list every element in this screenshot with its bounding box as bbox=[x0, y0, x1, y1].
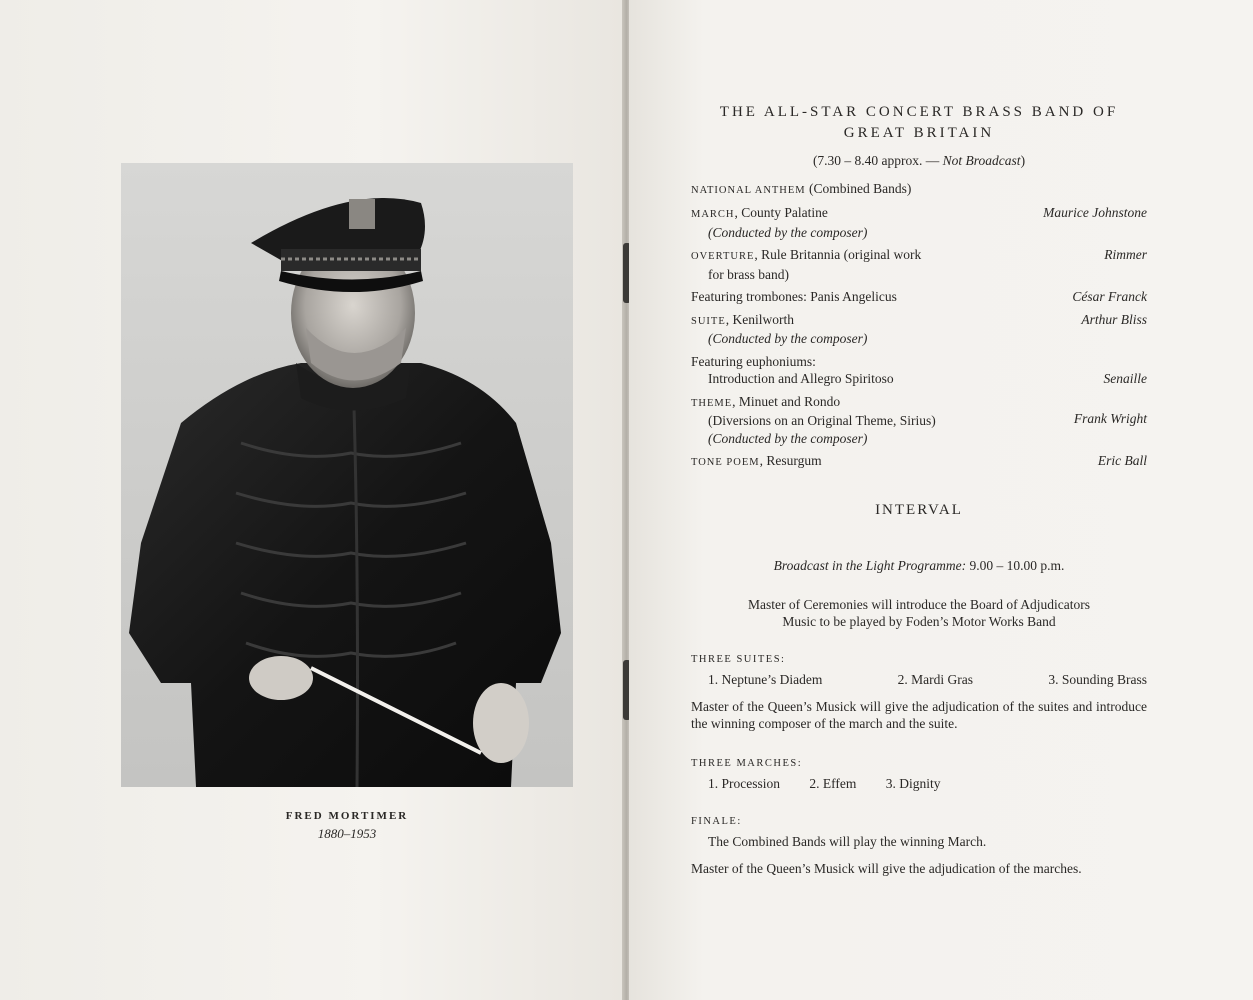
program-title-line2: GREAT BRITAIN bbox=[843, 125, 995, 141]
timing-plain: (7.30 – 8.40 approx. — bbox=[812, 153, 943, 168]
program-entry bbox=[691, 204, 1147, 241]
entry-text: Featuring trombones: Panis Angelicus bbox=[691, 289, 897, 304]
broadcast-italic: Broadcast in the Light Programme: bbox=[773, 558, 967, 573]
interval-heading: INTERVAL bbox=[875, 501, 963, 518]
finale-heading: FINALE: bbox=[691, 815, 742, 827]
suites-adjudication: Master of the Queen’s Musick will give the adjudication of the suites and introduce the winning composer of the march and the suite. bbox=[691, 698, 1147, 731]
entry-tag: NATIONAL ANTHEM bbox=[691, 184, 806, 196]
entry-tag: THEME bbox=[691, 397, 733, 409]
marches-list bbox=[691, 775, 1147, 793]
program-entry bbox=[691, 180, 1147, 200]
marches-heading: THREE MARCHES: bbox=[691, 757, 803, 769]
entry-text: , County Palatine bbox=[734, 205, 828, 220]
entry-tag: OVERTURE bbox=[691, 251, 755, 262]
entry-note: Introduction and Allegro Spiritoso bbox=[708, 371, 894, 386]
broadcast-info bbox=[691, 557, 1147, 575]
march-item: 1. Procession bbox=[708, 776, 780, 791]
suites-heading: THREE SUITES: bbox=[691, 653, 786, 665]
entry-tag: TONE POEM bbox=[691, 457, 760, 468]
broadcast-plain: 9.00 – 10.00 p.m. bbox=[966, 558, 1065, 573]
marches-adjudication: Master of the Queen’s Musick will give the adjudication of the marches. bbox=[691, 860, 1082, 876]
entry-note-2: (Conducted by the composer) bbox=[708, 430, 868, 446]
entry-composer: Arthur Bliss bbox=[1081, 311, 1147, 327]
program-entry bbox=[691, 311, 1147, 348]
mc-line-2: Music to be played by Foden’s Motor Works Band bbox=[782, 614, 1056, 629]
portrait-caption-dates: 1880–1953 bbox=[317, 826, 377, 841]
left-page bbox=[0, 0, 624, 1000]
portrait-caption-name: FRED MORTIMER bbox=[285, 810, 409, 822]
mc-line-1: Master of Ceremonies will introduce the Board of Adjudicators bbox=[748, 596, 1090, 612]
entry-note: (Conducted by the composer) bbox=[708, 224, 868, 240]
entry-tag: SUITE bbox=[691, 315, 726, 327]
timing-italic: Not Broadcast bbox=[942, 153, 1021, 168]
timing-close: ) bbox=[1020, 153, 1026, 168]
program-title-line1: THE ALL-STAR CONCERT BRASS BAND OF bbox=[719, 104, 1119, 120]
suite-item: 1. Neptune’s Diadem bbox=[708, 672, 823, 687]
program-entry bbox=[691, 246, 1147, 283]
concert-program bbox=[691, 102, 1147, 877]
program-entry bbox=[691, 452, 1147, 472]
entry-composer: Senaille bbox=[1103, 371, 1147, 386]
entry-tag: MARCH bbox=[691, 209, 735, 220]
entry-composer: César Franck bbox=[1072, 289, 1147, 304]
entry-text: , Resurgum bbox=[759, 453, 822, 468]
march-item: 3. Dignity bbox=[885, 776, 941, 791]
program-entry bbox=[691, 288, 1147, 306]
suite-item: 3. Sounding Brass bbox=[1048, 672, 1147, 687]
march-item: 2. Effem bbox=[809, 776, 857, 791]
entry-composer: Rimmer bbox=[1104, 247, 1147, 262]
entry-note: for brass band) bbox=[708, 266, 789, 282]
program-entry bbox=[691, 353, 1147, 388]
conductor-figure bbox=[121, 163, 573, 787]
entry-text: (Combined Bands) bbox=[805, 180, 912, 196]
conductor-portrait bbox=[121, 163, 573, 787]
entry-text: , Minuet and Rondo bbox=[732, 393, 841, 409]
entry-text: Featuring euphoniums: bbox=[691, 353, 816, 369]
entry-text: , Kenilworth bbox=[725, 311, 794, 327]
suites-list bbox=[691, 671, 1147, 689]
program-entry bbox=[691, 393, 1147, 448]
entry-composer: Frank Wright bbox=[1073, 410, 1147, 426]
program-title bbox=[691, 102, 1147, 144]
entry-note: (Diversions on an Original Theme, Sirius) bbox=[708, 413, 936, 428]
entry-composer: Maurice Johnstone bbox=[1043, 205, 1147, 220]
entry-note: (Conducted by the composer) bbox=[708, 331, 868, 346]
entry-text: , Rule Britannia (original work bbox=[754, 247, 922, 262]
program-timing bbox=[691, 152, 1147, 170]
entry-composer: Eric Ball bbox=[1097, 453, 1147, 468]
finale-text: The Combined Bands will play the winning March. bbox=[708, 834, 987, 849]
suite-item: 2. Mardi Gras bbox=[897, 672, 974, 687]
